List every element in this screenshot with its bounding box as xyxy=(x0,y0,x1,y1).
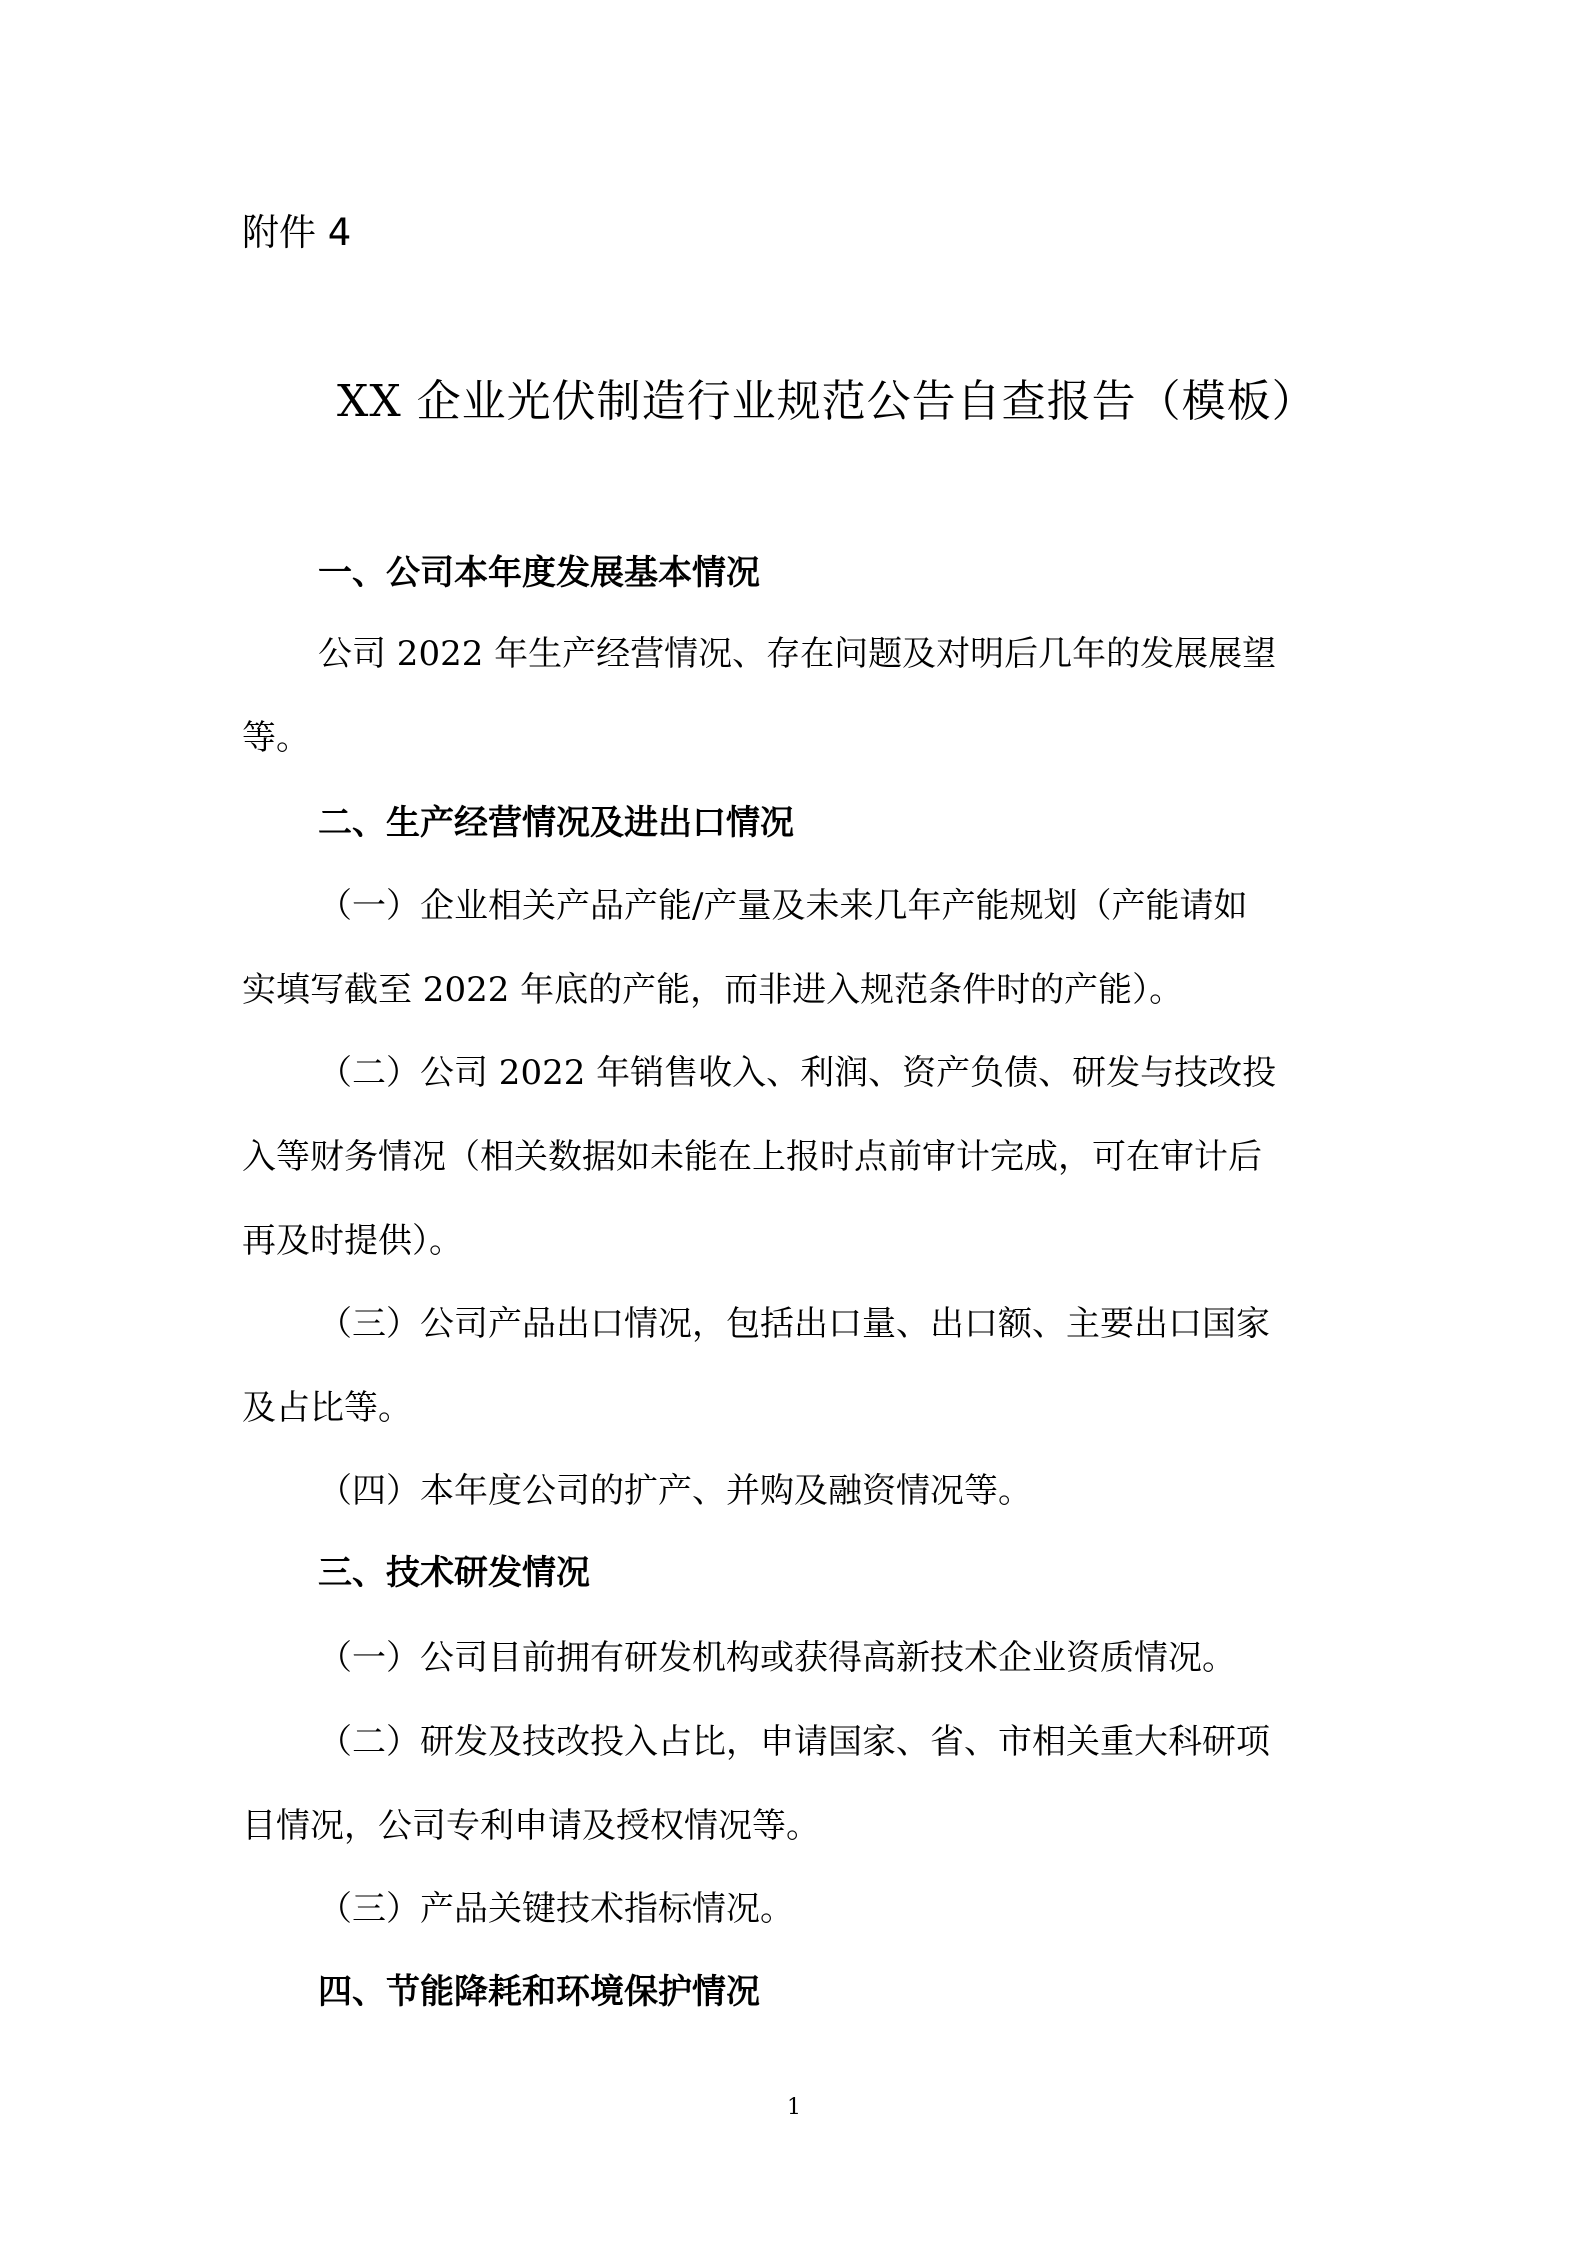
section-heading-2: 二、生产经营情况及进出口情况 xyxy=(318,803,794,843)
section-3-paragraph-2 xyxy=(242,1700,1352,1868)
section-2-paragraph-1 xyxy=(242,864,1352,1032)
section-heading-4: 四、节能降耗和环境保护情况 xyxy=(318,1972,760,2012)
section-3-paragraph-1 xyxy=(242,1616,1352,1700)
paragraph-line: 等。 xyxy=(242,718,310,758)
paragraph-line: 再及时提供）。 xyxy=(242,1221,463,1261)
paragraph-line: （四）本年度公司的扩产、并购及融资情况等。 xyxy=(318,1471,1032,1511)
document-title: XX 企业光伏制造行业规范公告自查报告（模板） xyxy=(337,376,1317,427)
paragraph-line: 入等财务情况（相关数据如未能在上报时点前审计完成，可在审计后 xyxy=(242,1137,1262,1177)
paragraph-line: （二）公司 2022 年销售收入、利润、资产负债、研发与技改投 xyxy=(318,1053,1277,1093)
section-1-paragraph-1 xyxy=(242,612,1352,780)
paragraph-line: （一）企业相关产品产能/产量及未来几年产能规划（产能请如 xyxy=(318,886,1248,926)
paragraph-line: 公司 2022 年生产经营情况、存在问题及对明后几年的发展展望 xyxy=(318,634,1277,674)
section-2-paragraph-3 xyxy=(242,1282,1352,1450)
section-2-paragraph-2 xyxy=(242,1031,1352,1283)
paragraph-line: （一）公司目前拥有研发机构或获得高新技术企业资质情况。 xyxy=(318,1638,1236,1678)
attachment-label: 附件 4 xyxy=(242,211,352,254)
page-number: 1 xyxy=(787,2095,801,2120)
paragraph-line: （三）产品关键技术指标情况。 xyxy=(318,1889,794,1929)
section-3-paragraph-3 xyxy=(242,1867,1352,1951)
paragraph-line: 实填写截至 2022 年底的产能，而非进入规范条件时的产能）。 xyxy=(242,970,1184,1010)
paragraph-line: （二）研发及技改投入占比，申请国家、省、市相关重大科研项 xyxy=(318,1722,1270,1762)
section-heading-3: 三、技术研发情况 xyxy=(318,1553,590,1593)
paragraph-line: 及占比等。 xyxy=(242,1388,412,1428)
section-2-paragraph-4 xyxy=(242,1449,1352,1533)
paragraph-line: （三）公司产品出口情况，包括出口量、出口额、主要出口国家 xyxy=(318,1304,1270,1344)
paragraph-line: 目情况，公司专利申请及授权情况等。 xyxy=(242,1806,820,1846)
section-heading-1: 一、公司本年度发展基本情况 xyxy=(318,553,760,593)
